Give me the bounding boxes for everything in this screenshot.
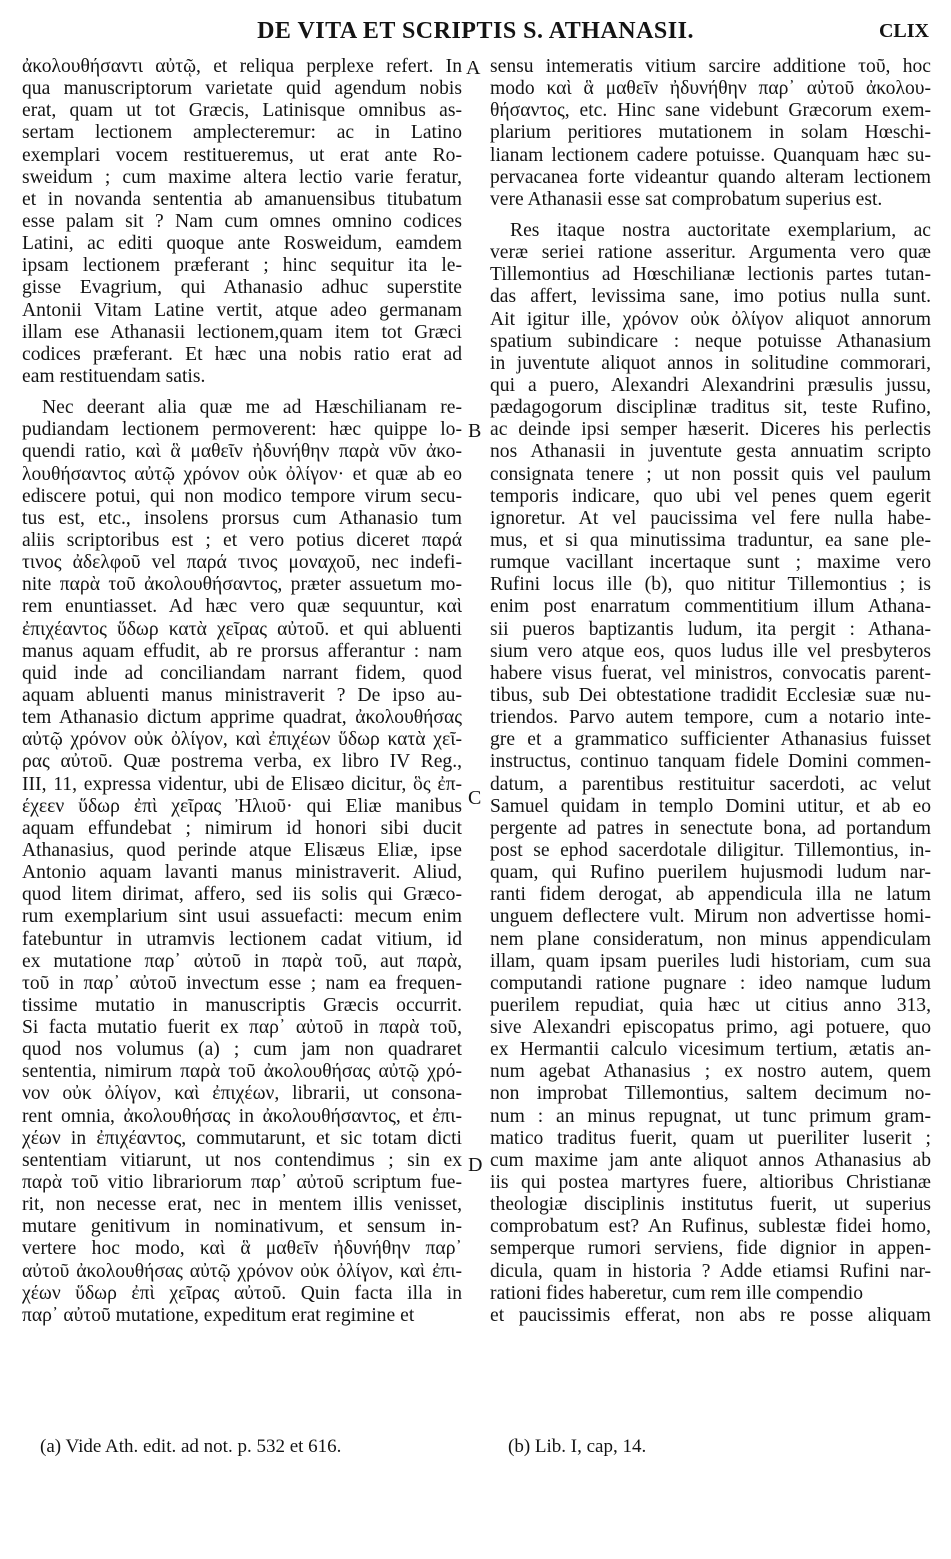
text-line: αὐτῷ χρόνον οὐκ ὀλίγον, καὶ ἐπιχέων ὕδωρ κατὰ χεῖ- <box>22 729 462 751</box>
text-line: illam, quam ipsam pueriles ludi historiam, cum sua <box>490 950 931 972</box>
text-line: das affert, levissima sane, imo potius nulla sunt. <box>490 286 931 308</box>
right-column <box>490 56 931 1327</box>
text-line: pudiandam lectionem permoverent: hæc quippe lo- <box>22 419 462 441</box>
text-line: vertere hoc modo, καὶ ἃ μαθεῖν ἠδυνήθην παρ᾽ <box>22 1238 462 1260</box>
footnote-a: (a) Vide Ath. edit. ad not. p. 532 et 616. <box>40 1436 342 1457</box>
text-line: ac deinde ipsi semper hæserit. Diceres his perlectis <box>490 419 931 441</box>
text-line: III, 11, expressa videntur, ubi de Elisæo dicitur, ὃς ἐπ- <box>22 773 462 795</box>
text-line: habere visus fuerat, vel ministros, convocatis parent- <box>490 662 931 684</box>
text-line: παρ᾽ αὐτοῦ mutatione, expeditum erat regimine et <box>22 1304 415 1326</box>
text-line: Athanasius, quod perinde atque Elisæus Eliæ, ipse <box>22 839 462 861</box>
text-line: rationi fides haberetur, cum rem ille compendio <box>490 1282 863 1304</box>
text-line: rumque vacillant incertaque sunt ; maxime vero <box>490 552 931 574</box>
text-line: αὐτοῦ ἀκολουθήσας αὐτῷ χρόνον οὐκ ὀλίγον, καὶ ἐπι- <box>22 1260 462 1282</box>
text-line: θήσαντος, etc. Hinc sane videbunt Græcorum exem- <box>490 100 931 122</box>
text-line: χέων ὕδωρ ἐπὶ χεῖρας αὐτοῦ. Quin facta illa in <box>22 1282 462 1304</box>
text-line: qui a puero, Alexandri Alexandrini præsulis jussu, <box>490 374 931 396</box>
text-line: in juventute aliquot annos in solitudine commorari, <box>490 352 931 374</box>
text-line: Res itaque nostra auctoritate exemplarium, ac <box>510 220 931 241</box>
text-line: νον οὐκ ὀλίγον, καὶ ἐπιχέων, librarii, ut consona- <box>22 1083 462 1105</box>
text-line: plarium peritiores mutationem in solam Hœschi- <box>490 122 931 144</box>
page-number: CLIX <box>878 20 929 42</box>
text-line: qua manuscriptorum varietate quid agendum nobis <box>22 78 462 100</box>
text-line: veræ seriei ratione asseritur. Argumenta vero quæ <box>490 242 931 264</box>
text-line: rum exemplarium sint usui assuefacti: mecum enim <box>22 906 462 928</box>
running-header <box>0 18 951 48</box>
text-line: computandi ratione pugnare : ideo namque ludum <box>490 972 931 994</box>
text-line: semperque rumori serviens, fide dignior in appen- <box>490 1238 931 1260</box>
text-line: manus aquam effudit, ab re prorsus afferantur : nam <box>22 640 462 662</box>
text-line: mus, et si qua minutissima traduntur, ea sane ple- <box>490 529 931 551</box>
text-line: λουθήσαντος αὐτῷ χρόνον οὐκ ὀλίγον· et quæ ab eo <box>22 463 462 485</box>
text-line: erat, quam ut tot Græcis, Latinisque omnibus as- <box>22 100 462 122</box>
text-line: ignoretur. At vel paucissima vel fere nulla habe- <box>490 507 931 529</box>
text-line: nem plane consideratum, non minus appendiculam <box>490 928 931 950</box>
text-line: modo καὶ ἃ μαθεῖν ἠδυνήθην παρ᾽ αὐτοῦ ἀκολου- <box>490 78 931 100</box>
text-line: Tillemontius ad Hœschilianæ lectionis partes tutan- <box>490 264 931 286</box>
text-line: παρὰ τοῦ vitio librariorum παρ᾽ αὐτοῦ scriptum fue- <box>22 1172 462 1194</box>
text-line: nos Athanasii in juventute gesta annuatim scripto <box>490 441 931 463</box>
text-line: rem enuntiasset. Ad hæc vero quæ sequuntur, καὶ <box>22 596 462 618</box>
text-line: έχεεν ὕδωρ ἐπὶ χεῖρας Ἠλιοῦ· qui Eliæ manibus <box>22 795 462 817</box>
text-line: fatebuntur in utramvis lectionem cadat vitium, id <box>22 928 462 950</box>
text-line: comprobatum est? An Rufinus, sublestæ fidei homo, <box>490 1216 931 1238</box>
left-column <box>22 56 462 1327</box>
text-line: num agebat Athanasius ; ex nostro autem, quem <box>490 1061 931 1083</box>
text-line: sensu intemeratis vitium sarcire additione τοῦ, hoc <box>490 56 931 77</box>
text-line: sertam lectionem amplecteremur: ac in Latino <box>22 122 462 144</box>
text-line: τινος ἀδελφοῦ vel παρά τινος μοναχοῦ, nec indefi- <box>22 552 462 574</box>
text-line: χέων in ἐπιχέαντος, commutarunt, et sic totam dicti <box>22 1127 462 1149</box>
text-line: temporis indicare, quo ubi vel penes quem egerit <box>490 485 931 507</box>
text-line: ediscere potui, qui non modico tempore virum secu- <box>22 485 462 507</box>
text-line: esse palam sit ? Nam cum omnes omnino codices <box>22 210 462 232</box>
text-line: ρας αὐτοῦ. Quæ postrema verba, ex libro IV Reg., <box>22 751 462 773</box>
text-line: post se ephod sacerdotale diligitur. Tillemontius, in- <box>490 839 931 861</box>
text-line: rent omnia, ἀκολουθήσας in ἀκολουθήσαντος, et ἐπι- <box>22 1105 462 1127</box>
text-line: enim post enarratum commentitium illum Athana- <box>490 596 931 618</box>
text-line: dicula, quam in historia ? Adde etiamsi Rufini nar- <box>490 1260 931 1282</box>
text-line: ex mutatione παρ᾽ αὐτοῦ in παρὰ τοῦ, aut παρὰ, <box>22 950 462 972</box>
text-line: et in novanda sententia ab amanuensibus titubatum <box>22 188 462 210</box>
text-line: ex Hermantii calculo vicesimum tertium, ætatis an- <box>490 1039 931 1061</box>
text-line: puerilem repudiat, quia hæc ut citius anno 313, <box>490 994 931 1016</box>
text-line: mutare genitivum in nominativum, et sensum in- <box>22 1216 462 1238</box>
text-line: nite παρὰ τοῦ ἀκολουθήσαντος, præter assuetum mo- <box>22 574 462 596</box>
margin-marker-b: B <box>468 420 482 442</box>
text-line: cum maxime jam ante aliquot annos Athanasius ab <box>490 1149 931 1171</box>
text-line: eam restituendam satis. <box>22 365 206 387</box>
text-line: tissime mutatio in manuscriptis Græcis occurrit. <box>22 994 462 1016</box>
text-line: tem Athanasio dictum apprime quadrat, ἀκολουθήσας <box>22 707 462 729</box>
text-line: quam, qui Rufino puerilem hujusmodi ludum nar- <box>490 862 931 884</box>
text-line: gre et a grammatico sufficienter Athanasius fuisset <box>490 729 931 751</box>
text-line: pergente ad patres in senectute bona, ad portandum <box>490 817 931 839</box>
text-line: et paucissimis efferat, non abs re posse aliquam <box>490 1304 931 1326</box>
text-line: quendi ratio, καὶ ἃ μαθεῖν ἠδυνήθην παρὰ νῦν ἀκο- <box>22 441 462 463</box>
text-line: instructus, continuo tanquam fidele Domini commen- <box>490 751 931 773</box>
text-line: iis qui postea martyres fuere, altioribus Christianæ <box>490 1172 931 1194</box>
text-line: Nec deerant alia quæ me ad Hæschilianam re- <box>42 397 462 419</box>
text-line: triendos. Parvo autem tempore, cum a notario inte- <box>490 707 931 729</box>
text-line: pervacanea forte videantur quando alteram lectionem <box>490 166 931 188</box>
text-line: sii pueros baptizantis ludum, ita pergit : Athana- <box>490 618 931 640</box>
margin-marker-a: A <box>466 57 481 79</box>
text-line: lianam lectionem cadere potuisse. Quanquam hæc su- <box>490 144 931 166</box>
page-title: DE VITA ET SCRIPTIS S. ATHANASII. <box>257 18 694 44</box>
footnote-b: (b) Lib. I, cap, 14. <box>508 1436 647 1457</box>
text-line: matico traditus fuerit, quam ut pueriliter luserit ; <box>490 1127 931 1149</box>
text-line: datum, a parentibus restituitur sacerdoti, ac velut <box>490 773 931 795</box>
text-line: aquam effundebat ; nimirum id honori sibi ducit <box>22 817 462 839</box>
text-line: quod litem dirimat, affero, sed iis solis qui Græco- <box>22 884 462 906</box>
text-line: Antonio aquam lavanti manus ministraverit. Aliud, <box>22 862 462 884</box>
text-line: vere Athanasii esse sat comprobatum superius est. <box>490 188 883 210</box>
text-line: Ait igitur ille, χρόνον οὐκ ὀλίγον aliquot annorum <box>490 308 931 330</box>
text-line: sententiam vitiarunt, ut nos contendimus ; sin ex <box>22 1149 462 1171</box>
text-line: sweidum ; cum maxime altera lectio varie feratur, <box>22 166 462 188</box>
text-line: aliis scriptoribus est ; et vero potius diceret παρά <box>22 529 462 551</box>
text-line: quod nos volumus (a) ; cum jam non quadraret <box>22 1039 462 1061</box>
text-line: consignata tenere ; ut non possit quis vel paulum <box>490 463 931 485</box>
text-line: ἀκολουθήσαντι αὐτῷ, et reliqua perplexe refert. In <box>22 56 462 77</box>
text-line: Si facta mutatio fuerit ex παρ᾽ αὐτοῦ in παρὰ τοῦ, <box>22 1017 462 1039</box>
text-line: codices præferant. Et hæc una nobis ratio erat ad <box>22 343 462 365</box>
text-line: tus est, etc., insolens prorsus cum Athanasio tum <box>22 507 462 529</box>
margin-marker-c: C <box>468 787 482 809</box>
text-line: sium vero atque eos, quos ludus ille vel presbyteros <box>490 640 931 662</box>
text-line: quid inde ad conciliandam narrant fidem, quod <box>22 662 462 684</box>
text-line: Antonii Vitam Latine vertit, atque adeo germanam <box>22 299 462 321</box>
text-line: Rufini locus ille (b), quo nititur Tillemontius ; is <box>490 574 931 596</box>
text-line: ἐπιχέαντος ὕδωρ κατὰ χεῖρας αὐτοῦ. et qui abluenti <box>22 618 462 640</box>
text-line: gisse Evagrium, qui Athanasio adhuc superstite <box>22 277 462 299</box>
text-line: unguem deflectere vult. Mirum non advertisse homi- <box>490 906 931 928</box>
text-line: pædagogorum disciplinæ traditus sit, teste Rufino, <box>490 397 931 419</box>
text-line: spatium subindicare : neque potuisse Athanasium <box>490 330 931 352</box>
text-line: aquam abluenti manus ministraverit ? De ipso au- <box>22 684 462 706</box>
margin-marker-d: D <box>468 1154 483 1176</box>
text-line: exemplari vocem restitueremus, ut erat ante Ro- <box>22 144 462 166</box>
text-line: Latini, ac editi quoque ante Rosweidum, eamdem <box>22 233 462 255</box>
text-line: ranti fidem derogat, ab appendicula illa ne latum <box>490 884 931 906</box>
text-line: Samuel quidam in templo Domini utitur, et ab eo <box>490 795 931 817</box>
text-line: num : an minus repugnat, ut tunc primum gram- <box>490 1105 931 1127</box>
text-line: non improbat Tillemontius, saltem decimum no- <box>490 1083 931 1105</box>
text-line: illam ese Athanasii lectionem,quam item tot Græci <box>22 321 462 343</box>
text-line: theologiæ disciplinis institutus fuerit, ut superius <box>490 1194 931 1216</box>
text-line: τοῦ in παρ᾽ αὐτοῦ invectum esse ; nam ea frequen- <box>22 972 462 994</box>
text-line: rit, non necesse erat, nec in mentem illis venisset, <box>22 1194 462 1216</box>
text-line: sententia, nimirum παρὰ τοῦ ἀκολουθήσας αὐτῷ χρό- <box>22 1061 462 1083</box>
text-line: tibus, sub Dei obtestatione tradidit Ecclesiæ suæ nu- <box>490 684 931 706</box>
text-line: ipsam lectionem præferant ; hinc sequitur ita le- <box>22 255 462 277</box>
text-line: sive Alexandri episcopatus primo, agi potuere, quo <box>490 1017 931 1039</box>
